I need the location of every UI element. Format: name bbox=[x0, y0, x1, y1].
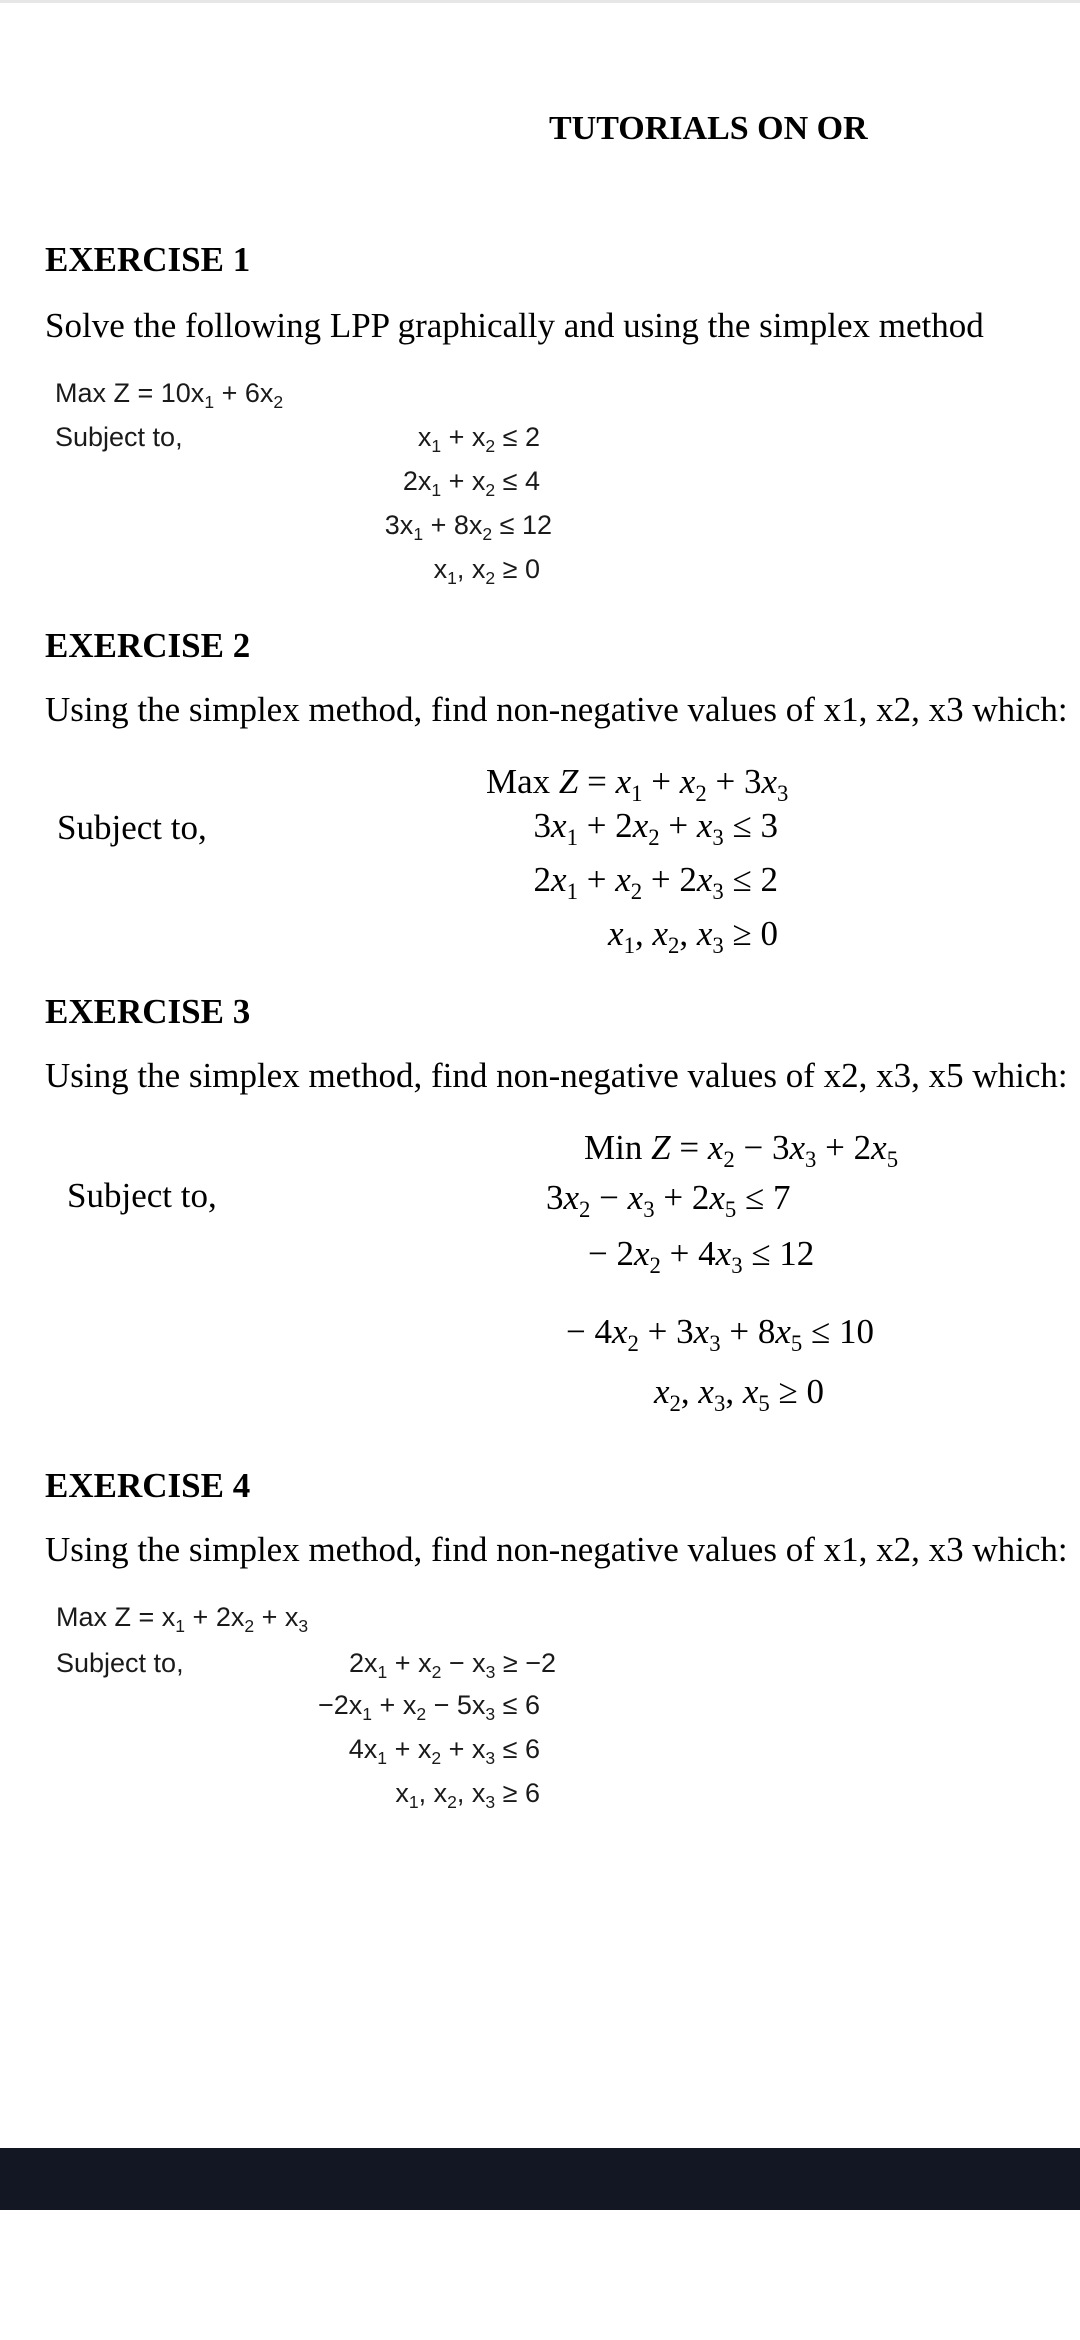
exercise-4-subject-to: Subject to, bbox=[56, 1648, 184, 1678]
exercise-2-objective: Max $Z = x_1 + x_2 + 3x_3$ bbox=[486, 762, 789, 806]
exercise-2-subject-to: Subject to, bbox=[57, 808, 207, 847]
top-divider bbox=[0, 0, 1080, 3]
exercise-4-objective: Max $Z = x_1 + 2x_2 + x_3$ bbox=[56, 1602, 309, 1637]
exercise-3-subject-to: Subject to, bbox=[67, 1176, 217, 1215]
exercise-4-heading: EXERCISE 4 bbox=[45, 1466, 251, 1505]
exercise-2-constraint-1: $3x_1 + 2x_2 + x_3 \le 3$ bbox=[533, 806, 778, 850]
exercise-3-constraint-2: − $2x_2 + 4x_3 \le 12$ bbox=[588, 1234, 815, 1278]
bottom-bar bbox=[0, 2148, 1080, 2210]
page-title: TUTORIALS ON OR bbox=[549, 110, 868, 147]
exercise-2-constraint-3: $x_1$, $x_2$, $x_3 \ge 0$ bbox=[608, 914, 778, 958]
exercise-1-constraint-3: $3x_1 + 8x_2 \le 12$ bbox=[384, 510, 552, 545]
exercise-1-constraint-4: $x_1$, $x_2 \ge 0$ bbox=[433, 554, 540, 589]
exercise-2-heading: EXERCISE 2 bbox=[45, 626, 251, 665]
exercise-1-constraint-1: $x_1 + x_2 \le 2$ bbox=[417, 422, 540, 457]
exercise-1-subject-to: Subject to, bbox=[55, 422, 183, 452]
exercise-3-instruction: Using the simplex method, find non-negative values of x2, x3, x5 which: bbox=[45, 1056, 1068, 1095]
exercise-4-instruction: Using the simplex method, find non-negative values of x1, x2, x3 which: bbox=[45, 1530, 1068, 1569]
exercise-4-constraint-1: $2x_1 + x_2 - x_3 \ge -2$ bbox=[349, 1648, 556, 1683]
exercise-2-constraint-2: $2x_1 + x_2 + 2x_3 \le 2$ bbox=[533, 860, 778, 904]
exercise-1-heading: EXERCISE 1 bbox=[45, 240, 251, 279]
exercise-3-constraint-1: $3x_2 - x_3 + 2x_5 \le 7$ bbox=[546, 1178, 791, 1222]
exercise-3-heading: EXERCISE 3 bbox=[45, 992, 251, 1031]
exercise-1-objective: Max $Z = 10x_1 + 6x_2$ bbox=[55, 378, 284, 413]
exercise-3-constraint-3: − $4x_2 + 3x_3 + 8x_5 \le 10$ bbox=[566, 1312, 874, 1356]
exercise-4-constraint-3: $4x_1 + x_2 + x_3 \le 6$ bbox=[348, 1734, 540, 1769]
exercise-4-constraint-2: $-2x_1 + x_2 - 5x_3 \le 6$ bbox=[317, 1690, 540, 1725]
exercise-3-objective: Min $Z = x_2 - 3x_3 + 2x_5$ bbox=[584, 1128, 899, 1172]
exercise-1-instruction: Solve the following LPP graphically and using the simplex method bbox=[45, 306, 984, 345]
exercise-2-instruction: Using the simplex method, find non-negative values of x1, x2, x3 which: bbox=[45, 690, 1068, 729]
exercise-4-constraint-4: $x_1$, $x_2$, $x_3 \ge 6$ bbox=[395, 1778, 540, 1813]
exercise-1-constraint-2: $2x_1 + x_2 \le 4$ bbox=[402, 466, 540, 501]
exercise-3-constraint-4: $x_2$, $x_3$, $x_5 \ge 0$ bbox=[654, 1372, 824, 1416]
